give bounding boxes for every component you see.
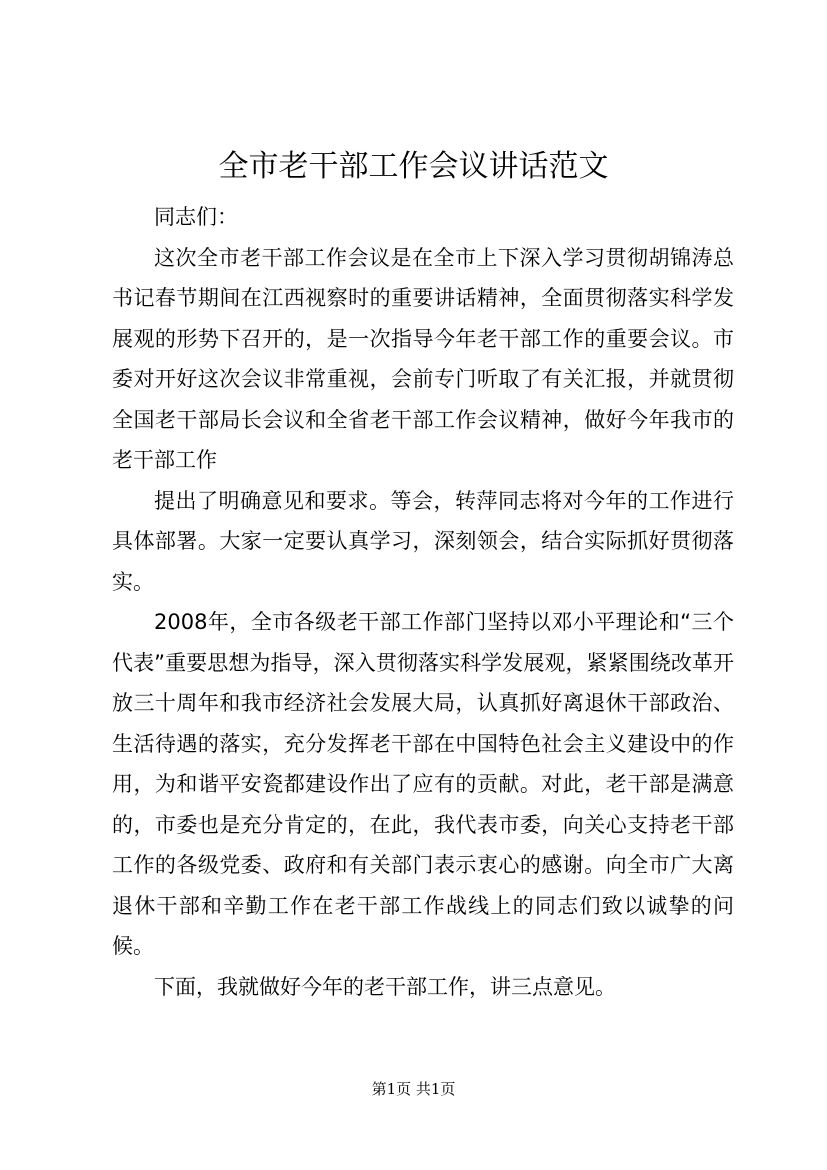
document-body [112,197,734,1007]
paragraph-4: 下面，我就做好今年的老干部工作，讲三点意见。 [154,974,616,999]
salutation: 同志们： [154,205,238,229]
document-title: 全市老干部工作会议讲话范文 [218,149,609,184]
page-footer: 第1页 共1页 [371,1080,456,1098]
paragraph-3: 2008年，全市各级老干部工作部门坚持以邓小平理论和“三个代表”重要思想为指导，深入贯彻落实科学发展观，紧紧围绕改革开放三十周年和我市经济社会发展大局，认真抓好离退休干部政治、生活待遇的落实，充分发挥老干部在中国特色社会主义建设中的作用，为和谐平安瓷都建设作出了应有的贡献。对此，老干部是满意的，市委也是充分肯定的，在此，我代表市委，向关心支持老干部工作的各级党委、政府和有关部门表示衷心的感谢。向全市广大离退休干部和辛勤工作在老干部工作战线上的同志们致以诚挚的问候。 [112,610,734,958]
paragraph-1: 这次全市老干部工作会议是在全市上下深入学习贯彻胡锦涛总书记春节期间在江西视察时的重要讲话精神，全面贯彻落实科学发展观的形势下召开的，是一次指导今年老干部工作的重要会议。市委对开好这次会议非常重视，会前专门听取了有关汇报，并就贯彻全国老干部局长会议和全省老干部工作会议精神，做好今年我市的老干部工作 [112,245,734,472]
paragraph-2: 提出了明确意见和要求。等会，转萍同志将对今年的工作进行具体部署。大家一定要认真学习，深刻领会，结合实际抓好贯彻落实。 [112,488,734,594]
